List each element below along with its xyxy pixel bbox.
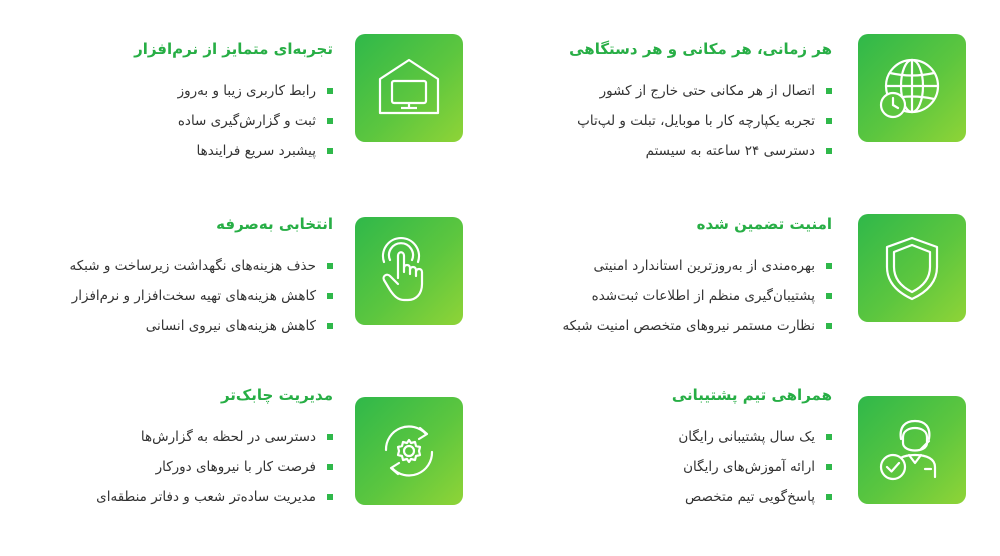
list-item <box>562 281 832 311</box>
bullet-icon <box>826 148 832 154</box>
list-item-text: کاهش هزینه‌های نیروی انسانی <box>145 318 316 334</box>
list-item-text: حذف هزینه‌های نگهداشت زیرساخت و شبکه <box>69 258 316 274</box>
bullet-icon <box>327 434 333 440</box>
list-item-text: کاهش هزینه‌های تهیه سخت‌افزار و نرم‌افزار <box>71 288 316 304</box>
list-item <box>69 251 333 281</box>
feature-support <box>492 386 832 506</box>
list-item-text: مدیریت ساده‌تر شعب و دفاتر منطقه‌ای <box>96 489 316 505</box>
list-item-text: دسترسی ۲۴ ساعته به سیستم <box>645 143 815 159</box>
monitor-house-icon-box <box>355 34 463 142</box>
hand-tap-icon-box <box>355 217 463 325</box>
list-item-text: پشتیبان‌گیری منظم از اطلاعات ثبت‌شده <box>591 288 815 304</box>
bullet-icon <box>327 494 333 500</box>
bullet-icon <box>826 88 832 94</box>
gear-cycle-icon <box>372 414 446 488</box>
bullet-icon <box>826 263 832 269</box>
bullet-icon <box>327 263 333 269</box>
feature-title: هر زمانی، هر مکانی و هر دستگاهی <box>569 40 832 58</box>
bullet-icon <box>327 118 333 124</box>
bullet-icon <box>327 464 333 470</box>
list-item <box>577 106 832 136</box>
list-item <box>96 452 333 482</box>
list-item <box>562 311 832 341</box>
feature-security <box>492 215 832 335</box>
feature-experience <box>13 40 333 160</box>
list-item-text: ارائه آموزش‌های رایگان <box>683 459 815 475</box>
bullet-icon <box>327 293 333 299</box>
bullet-icon <box>826 293 832 299</box>
list-item-text: تجربه یکپارچه کار با موبایل، تبلت و لپ‌تاپ <box>577 113 815 129</box>
list-item-text: دسترسی در لحظه به گزارش‌ها <box>140 429 316 445</box>
feature-title: انتخابی به‌صرفه <box>216 215 333 233</box>
feature-list <box>69 251 333 341</box>
list-item <box>178 106 333 136</box>
feature-anytime <box>492 40 832 160</box>
feature-list <box>562 251 832 341</box>
list-item-text: ثبت و گزارش‌گیری ساده <box>177 113 316 129</box>
list-item-text: اتصال از هر مکانی حتی خارج از کشور <box>599 83 815 99</box>
shield-icon <box>875 231 949 305</box>
monitor-house-icon <box>372 51 446 125</box>
feature-title: تجربه‌ای متمایز از نرم‌افزار <box>134 40 333 58</box>
feature-list <box>678 422 832 512</box>
list-item <box>678 452 832 482</box>
globe-clock-icon <box>875 51 949 125</box>
support-person-check-icon-box <box>858 396 966 504</box>
bullet-icon <box>826 118 832 124</box>
feature-agile <box>13 386 333 506</box>
feature-economical <box>3 215 333 335</box>
list-item <box>178 76 333 106</box>
list-item <box>96 422 333 452</box>
bullet-icon <box>826 464 832 470</box>
hand-tap-icon <box>372 234 446 308</box>
list-item <box>69 311 333 341</box>
shield-icon-box <box>858 214 966 322</box>
list-item <box>178 136 333 166</box>
bullet-icon <box>826 434 832 440</box>
feature-list <box>178 76 333 166</box>
list-item <box>69 281 333 311</box>
feature-title: مدیریت چابک‌تر <box>220 386 333 404</box>
list-item <box>96 482 333 512</box>
list-item <box>678 422 832 452</box>
feature-list <box>577 76 832 166</box>
list-item-text: یک سال پشتیبانی رایگان <box>678 429 815 445</box>
support-person-check-icon <box>875 413 949 487</box>
list-item-text: نظارت مستمر نیروهای متخصص امنیت شبکه <box>562 318 815 334</box>
list-item <box>562 251 832 281</box>
gear-cycle-icon-box <box>355 397 463 505</box>
list-item <box>577 136 832 166</box>
bullet-icon <box>327 88 333 94</box>
bullet-icon <box>826 494 832 500</box>
list-item-text: رابط کاربری زیبا و به‌روز <box>177 83 316 99</box>
list-item-text: پیشبرد سریع فرایندها <box>196 143 316 159</box>
list-item <box>678 482 832 512</box>
list-item-text: پاسخ‌گویی تیم متخصص <box>685 489 815 505</box>
bullet-icon <box>327 323 333 329</box>
bullet-icon <box>327 148 333 154</box>
list-item <box>577 76 832 106</box>
bullet-icon <box>826 323 832 329</box>
feature-title: همراهی تیم پشتیبانی <box>671 386 832 404</box>
list-item-text: بهره‌مندی از به‌روزترین استاندارد امنیتی <box>593 258 815 274</box>
globe-clock-icon-box <box>858 34 966 142</box>
feature-title: امنیت تضمین شده <box>696 215 832 233</box>
feature-list <box>96 422 333 512</box>
list-item-text: فرصت کار با نیروهای دورکار <box>155 459 316 475</box>
